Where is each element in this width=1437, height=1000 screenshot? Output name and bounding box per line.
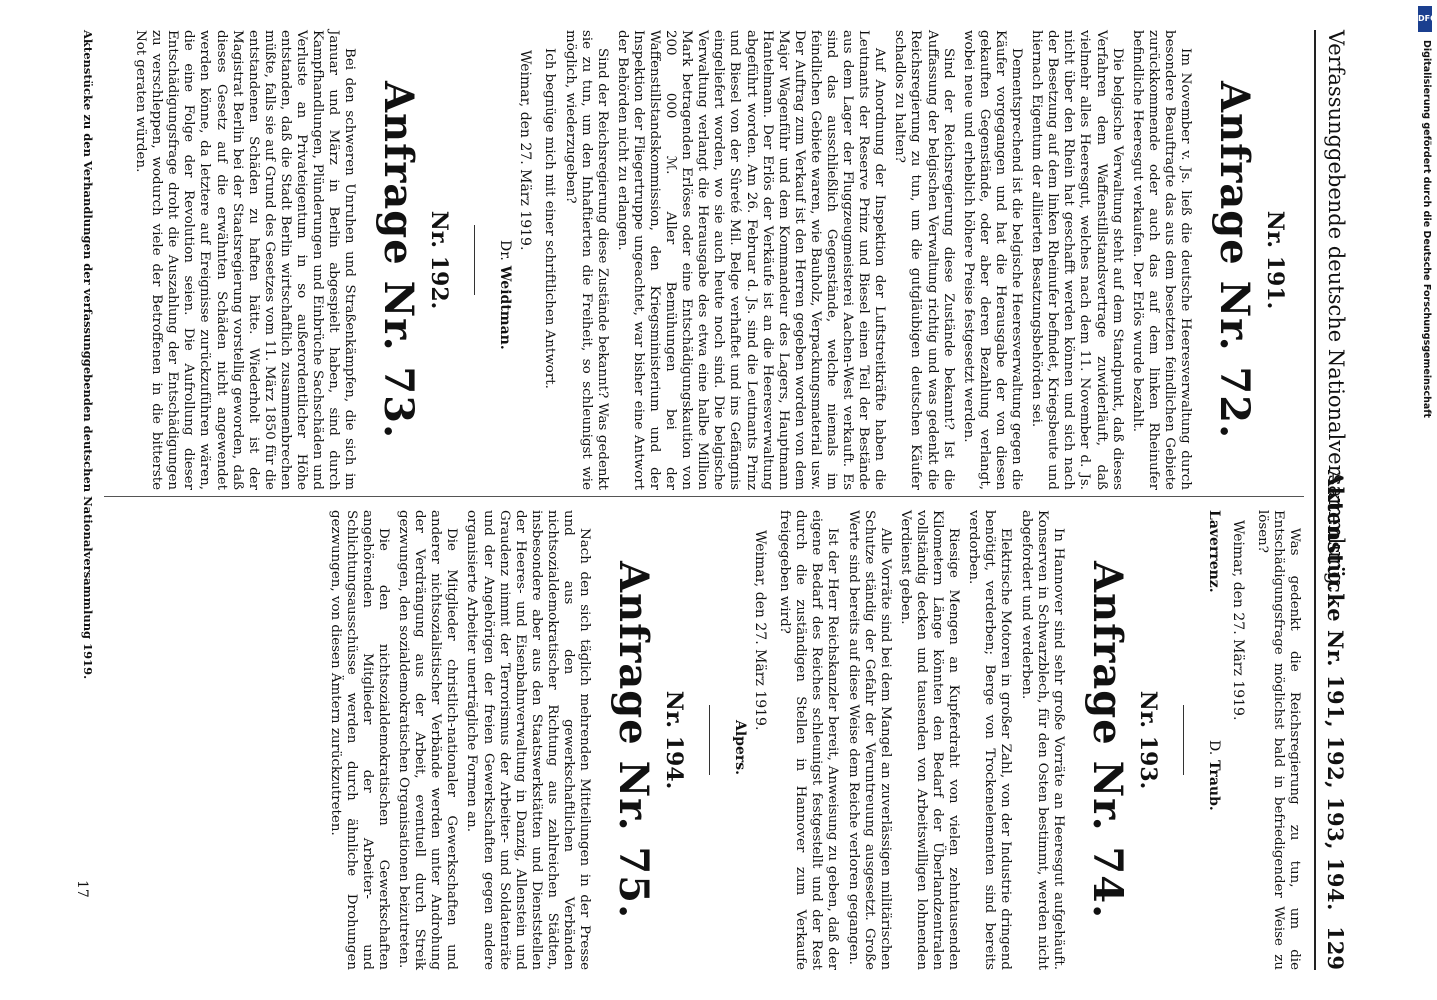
doc-192-signature-block xyxy=(1230,510,1246,970)
doc-191-date: Weimar, den 27. März 1919. xyxy=(517,50,534,251)
doc-194-paragraph: Nach den sich täglich mehrenden Mitteilungen in der Presse und aus den gewerkschaftlichen Verbänden nichtsozialdemokratischer Richtung aus zahlreichen Städten, insbesondere aber aus den Staatswerkstätten und Dienststellen der Heeres- und Eisenbahnverwaltung in Danzig, Allenstein und Graudenz nimmt der Terrorismus der Arbeiter- und Soldatenräte und der Angehörigen der freien Gewerkschaften gegen andere organisierte Arbeiter unerträgliche Formen an. xyxy=(464,510,593,970)
doc-193-paragraph: Alle Vorräte sind bei dem Mangel an zuverlässigen militärischen Schutze ständig der Gefahr der Veruntreuung ausgesetzt. Große Werte sind bereits auf diese Weise dem Reiche verloren gegangen. xyxy=(845,510,893,970)
doc-192-signer-2-title: D. xyxy=(1205,740,1222,756)
funding-note xyxy=(1418,6,1437,746)
header-page-number: 129 xyxy=(1323,926,1348,970)
page-header xyxy=(1314,30,1354,970)
left-column xyxy=(102,30,1302,490)
doc-191-paragraph: Auf Anordnung der Inspektion der Luftstreitkräfte haben die Leutnants der Reserve Prinz und Biesel einen Teil der Bestände aus dem Lager der Fluggzeugmeisterei Aachen-West verkauft. Es sind das ausschließlich Gegenstände, welche niemals im feindlichen Gebiete waren, wie Bauholz, Verpackungsmaterial usw. Der Auftrag zum Verkauf ist den Herren gegeben worden von dem Major Wagenführ und dem Kommandeur des Lagers, Hauptmann Hantelmann. Der Erlös der Verkäufe ist an die Heeresverwaltung abgeführt worden. Am 26. Februar d. Js. sind die Leutnants Prinz und Biesel von der Sûreté Mil. Belge verhaftet und ins Gefängnis eingeliefert worden, wo sie auch heute noch sind. Die belgische Verwaltung verlangt die Herausgabe des etwa eine halbe Million Mark betragenden Erlöses oder eine Entschädigungskaution von 200 000 ℳ. Aller Bemühungen bei der Waffenstillstandskommission, den Kriegsministerium und der Inspektion der Fliegertruppe ungeachtet, war bisher eine Antwort der Behörden nicht zu erlangen. xyxy=(614,30,888,490)
page-footer-source: Aktenstücke zu den Verhandlungen der verfassunggebenden deutschen Nationalversammlung 1919. xyxy=(81,30,95,680)
doc-192-title: Anfrage Nr. 73. xyxy=(375,80,423,440)
doc-191-title: Anfrage Nr. 72. xyxy=(1211,80,1258,440)
doc-192-signer-2: Traub. xyxy=(1205,760,1222,811)
doc-192-signer-1: Laverrenz. xyxy=(1205,510,1222,593)
doc-192-paragraph: Bei den schweren Unruhen und Straßenkämpfen, die sich im Januar und März in Berlin abgespielt haben, sind durch Kampfhandlungen, Plünderungen und Einbrüche Sachschäden und Verluste an Privateigentum in so außerordentlicher Höhe entstanden, daß die Stadt Berlin wirtschaftlich zusammenbrechen müßte, falls sie auf Grund des Gesetzes vom 11. März 1850 für die entstandenen Schäden zu haften hätte. Wiederholt ist der Magistrat Berlin bei der Staatsregierung vorstellig geworden, daß dieses Gesetz auf die erwähnten Schäden nicht angewendet werden könne, da letztere auf Ereignisse zurückzuführen wären, die eine Folge der Revolution seien. Die Aufrollung dieser Entschädigungsfrage droht die Auszahlung der Entschädigungen zu verschleppen, wodurch viele der Betroffenen in die bitterste Not geraten würden. xyxy=(133,30,358,490)
doc-194-paragraph: Die den nichtsozialdemokratischen Gewerkschaften angehörenden Mitglieder der Arbeiter- und Schlichtungsausschüsse werden durch ähnliche Drohungen gezwungen, von diesen Ämtern zurückzutreten. xyxy=(327,510,391,970)
doc-193-title: Anfrage Nr. 74. xyxy=(1083,560,1131,920)
doc-192-date: Weimar, den 27. März 1919. xyxy=(1229,520,1246,721)
doc-191-number: Nr. 191. xyxy=(1262,210,1288,310)
doc-192-number: Nr. 192. xyxy=(426,210,453,310)
doc-191-signer-line xyxy=(497,40,513,490)
section-separator xyxy=(709,705,710,775)
doc-193-paragraph: Ist der Herr Reichskanzler bereit, Anweisung zu geben, daß der eigene Bedarf des Reiches schleunigst festgestellt und der Rest durch die zuständigen Stellen in Hannover zum Verkaufe freigegeben wird? xyxy=(777,510,841,970)
doc-191-signature-block xyxy=(497,30,533,490)
doc-193-number: Nr. 193. xyxy=(1134,690,1161,790)
header-publication: Verfassunggebende deutsche Nationalversammlung. xyxy=(1324,30,1348,592)
doc-192-signers xyxy=(1206,510,1222,970)
doc-191-signer-title: Dr. xyxy=(497,240,514,261)
header-document-numbers: Aktenstücke Nr. 191, 192, 193, 194. xyxy=(1323,470,1348,911)
doc-191-paragraph: Im November v. Js. ließ die deutsche Heeresverwaltung durch besondere Beauftragte das aus dem besetzten feindlichen Gebiete zurückkommende oder auch das auf dem linken Rheinufer befindliche Heeresgut verkaufen. Der Erlös wurde bezahlt. xyxy=(1129,30,1193,490)
doc-191-signer: Weidtman. xyxy=(497,265,514,350)
doc-191-paragraph: Dementsprechend ist die belgische Heeresverwaltung gegen die Käufer vorgegangen und hat die Herausgabe der von diesen gekauften Gegenstände, oder aber deren Bezahlung verlangt, wobei neue und erheblich höhere Preise festgesetzt werden. xyxy=(960,30,1025,490)
doc-193-paragraph: In Hannover sind sehr große Vorräte an Heeresgut aufgehäuft. Konserven in Schwarzblech, für den Osten bestimmt, werden nicht abgefordert und verderben. xyxy=(1018,510,1066,970)
doc-194-title: Anfrage Nr. 75. xyxy=(610,560,658,920)
doc-192-paragraph: Was gedenkt die Reichsregierung zu tun, um die Entschädigungsfrage möglichst bald in befriedigender Weise zu lösen? xyxy=(1254,510,1302,970)
doc-193-signature-block xyxy=(732,510,768,970)
doc-191-paragraph: Sind der Reichsregierung diese Zustände bekannt? Ist die Auffassung der belgischen Verwaltung richtig und was gedenkt die Reichsregierung zu tun, um die gutgläubigen deutschen Käufer schadlos zu halten? xyxy=(892,30,956,490)
doc-194-number: Nr. 194. xyxy=(661,690,688,790)
section-separator xyxy=(474,225,475,295)
doc-191-paragraph: Sind der Reichsregierung diese Zustände bekannt? Was gedenkt sie zu tun, um den Inhaftierten die Freiheit, so schleunigst wie möglich, wiederzugeben? xyxy=(562,30,610,490)
column-divider xyxy=(104,496,1304,497)
funding-note-text: Digitalisierung gefördert durch die Deutsche Forschungsgemeinschaft xyxy=(1421,40,1432,418)
doc-193-signer: Alpers. xyxy=(732,720,749,776)
doc-194-paragraph: Die Mitglieder christlich-nationaler Gewerkschaften und anderer nichtsozialistischer Verbände werden unter Androhung der Verdrängung aus der Arbeit, eventuell durch Streik gezwungen, den sozialdemokratischen Organisationen beizutreten. xyxy=(396,510,460,970)
section-separator xyxy=(1183,705,1184,775)
doc-193-date: Weimar, den 27. März 1919. xyxy=(752,530,769,731)
doc-192-signer-2-line xyxy=(1206,740,1222,970)
doc-191-paragraph: Die belgische Verwaltung steht auf dem Standpunkt, daß dieses Verfahren dem Waffenstillstandsvertrage zuwiderläuft, daß vielmehr alles Heeresgut, welches nach dem 11. November d. Js. nicht über den Rhein hat geschafft werden können und sich nach der Besetzung auf dem linken Rheinufer befindet, Kriegsbeute und hiernach Eigentum der alliierten Besatzungsbehörden sei. xyxy=(1029,30,1125,490)
doc-193-paragraph: Elektrische Motoren in großer Zahl, von der Industrie dringend benötigt, verderben; Berge von Trockenelementen sind bereits verdorben. xyxy=(966,510,1014,970)
page-footer-sheet-number: 17 xyxy=(74,880,90,898)
doc-191-paragraph: Ich begnüge mich mit einer schriftlichen Antwort. xyxy=(542,48,558,389)
dfg-logo: DFG xyxy=(1418,6,1432,32)
right-column xyxy=(102,510,1302,970)
doc-193-paragraph: Riesige Mengen an Kupferdraht von vielen zehntausenden Kilometern Länge könnten den Bedarf der Überlandzentralen vollständig decken und tausenden von Arbeitswilligen lohnenden Verdienst geben. xyxy=(897,510,962,970)
